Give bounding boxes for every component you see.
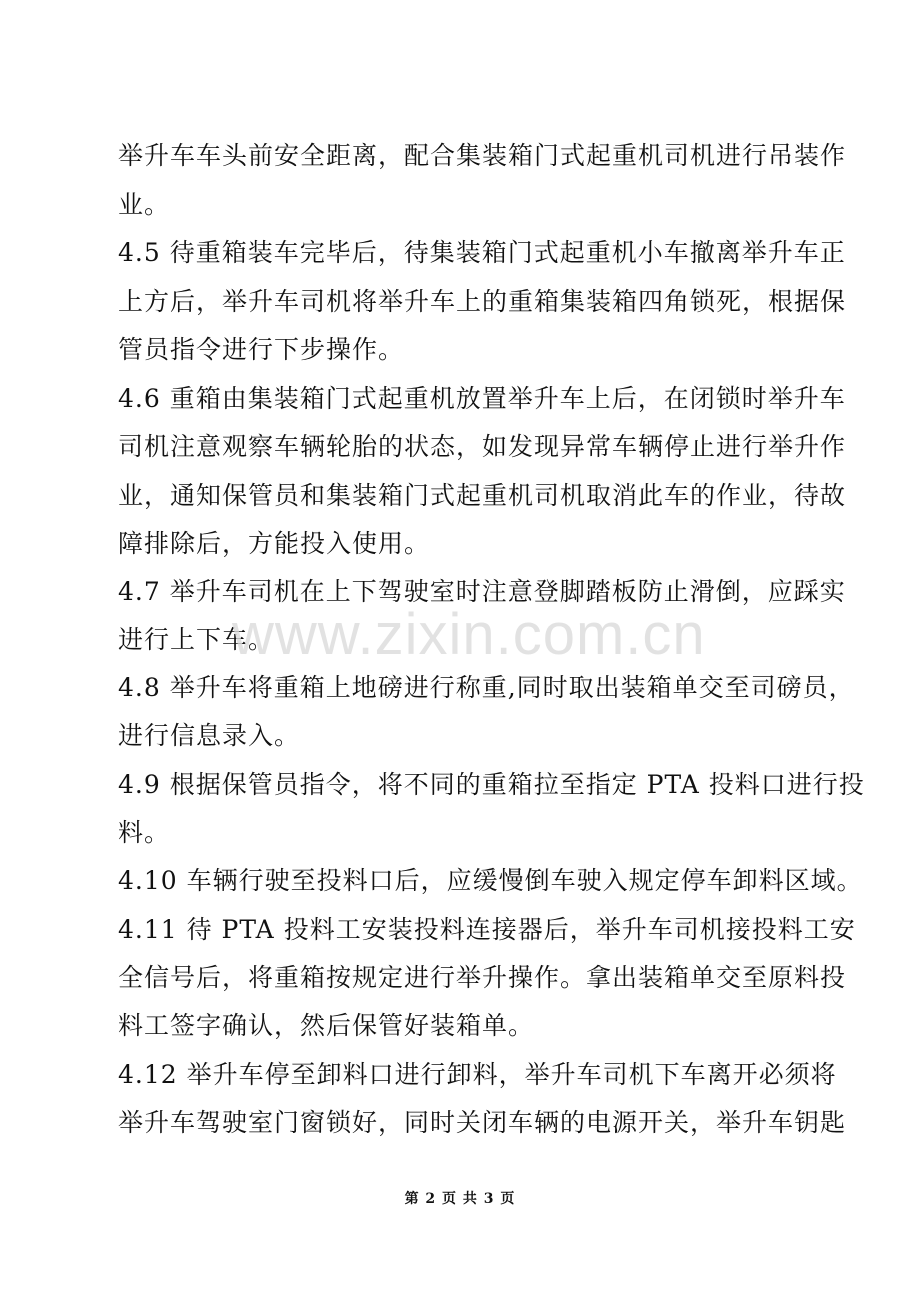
clause-4-6-text: 4.6 重箱由集装箱门式起重机放置举升车上后，在闭锁时举升车 — [118, 384, 846, 413]
body-text-line: 业。 — [118, 190, 171, 219]
body-text-line: 管员指令进行下步操作。 — [118, 335, 405, 364]
clause-4-5-text: 4.5 待重箱装车完毕后，待集装箱门式起重机小车撤离举升车正 — [118, 238, 846, 267]
body-text-line: 举升车驾驶室门窗锁好，同时关闭车辆的电源开关，举升车钥匙 — [118, 1108, 847, 1137]
clause-4-7-text: 4.7 举升车司机在上下驾驶室时注意登脚踏板防止滑倒，应踩实 — [118, 577, 846, 606]
body-text-line: 举升车车头前安全距离，配合集装箱门式起重机司机进行吊装作 — [118, 141, 847, 170]
body-text-line: 障排除后，方能投入使用。 — [118, 529, 431, 558]
body-text-line: 进行上下车。 — [118, 625, 275, 654]
body-text-line: 司机注意观察车辆轮胎的状态，如发现异常车辆停止进行举升作 — [118, 432, 847, 461]
body-text-line: 料工签字确认，然后保管好装箱单。 — [118, 1011, 535, 1040]
clause-4-8-text: 4.8 举升车将重箱上地磅进行称重,同时取出装箱单交至司磅员， — [118, 673, 855, 702]
clause-4-11-text: 4.11 待 PTA 投料工安装投料连接器后，举升车司机接投料工安 — [118, 915, 856, 944]
body-text-line: 业，通知保管员和集装箱门式起重机司机取消此车的作业，待故 — [118, 481, 847, 510]
body-text-line: 全信号后，将重箱按规定进行举升操作。拿出装箱单交至原料投 — [118, 963, 847, 992]
site-watermark: www.zixin.com.cn — [232, 602, 706, 667]
body-text-line: 料。 — [118, 818, 171, 847]
page-number-footer: 第 2 页 共 3 页 — [404, 1191, 516, 1207]
clause-4-12-text: 4.12 举升车停至卸料口进行卸料，举升车司机下车离开必须将 — [118, 1060, 837, 1089]
body-text-line: 进行信息录入。 — [118, 721, 301, 750]
clause-4-9-text: 4.9 根据保管员指令，将不同的重箱拉至指定 PTA 投料口进行投 — [118, 770, 865, 799]
body-text-line: 上方后，举升车司机将举升车上的重箱集装箱四角锁死，根据保 — [118, 287, 847, 316]
clause-4-10-text: 4.10 车辆行驶至投料口后，应缓慢倒车驶入规定停车卸料区域。 — [118, 866, 863, 895]
